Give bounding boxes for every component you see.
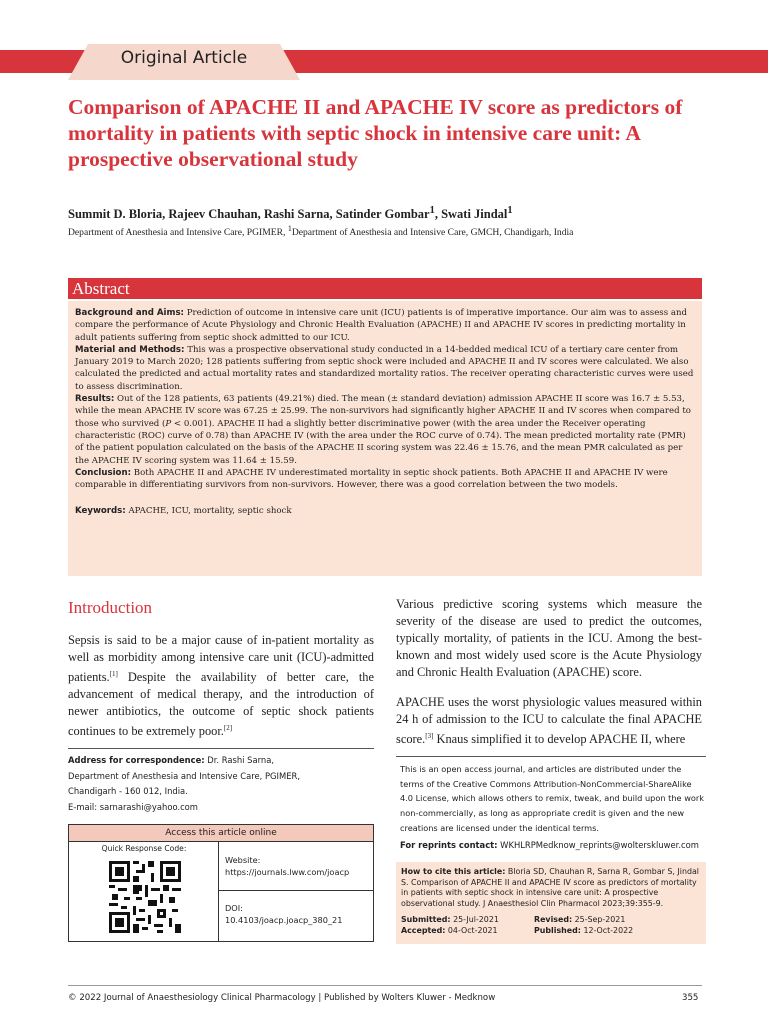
footer-copyright: © 2022 Journal of Anaesthesiology Clinical Pharmacology | Published by Wolters Kluwer - Medknow bbox=[68, 993, 496, 1003]
abstract-methods bbox=[75, 344, 695, 393]
license-divider bbox=[396, 756, 706, 757]
keywords-text: APACHE, ICU, mortality, septic shock bbox=[125, 506, 292, 517]
accepted-value: 04-Oct-2021 bbox=[445, 926, 498, 935]
doi-cell bbox=[219, 891, 373, 941]
revised-value: 25-Sep-2021 bbox=[572, 915, 626, 924]
website-cell bbox=[219, 842, 373, 891]
submitted-label: Submitted: bbox=[401, 915, 451, 924]
correspondence-line-1 bbox=[68, 753, 374, 769]
abstract-results-text-1: Out of the 128 patients, 63 patients (49.21%) died. The mean (± standard deviation) admission APACHE II score was 16.7 ± 5.53, while the mean APACHE IV score was 67.25 ± 25.99. The non-survivors had significantly higher APACHE II and IV scores when compared to those who survived ( bbox=[75, 394, 691, 429]
ref-1-link[interactable]: [1] bbox=[109, 670, 118, 678]
doi-link[interactable]: 10.4103/joacp.joacp_380_21 bbox=[225, 915, 343, 925]
ref-3-link[interactable]: [3] bbox=[425, 732, 434, 740]
keywords-label: Keywords: bbox=[75, 506, 126, 517]
published-date bbox=[534, 926, 633, 937]
page-number: 355 bbox=[682, 993, 699, 1003]
citation-label: How to cite this article: bbox=[401, 867, 506, 876]
affiliation-2: Department of Anesthesia and Intensive Care, GMCH, Chandigarh, India bbox=[291, 227, 574, 239]
access-online-box bbox=[68, 824, 374, 942]
doi-label: DOI: bbox=[225, 903, 243, 913]
intro-left-paragraph bbox=[68, 632, 374, 740]
qr-cell bbox=[69, 842, 219, 941]
author-sup: 1 bbox=[429, 205, 435, 216]
revised-label: Revised: bbox=[534, 915, 573, 924]
abstract-results-text-2: < 0.001). APACHE II had a slightly better discriminative power (with the area under the Receiver operating characteristic (ROC) curve of 0.78) than APACHE IV (with the area under the ROC curve of 0.74). The mean predicted mortality rate (PMR) of the patient population calculated on the basis of the APACHE II scoring system was 22.46 ± 15.76, and the mean PMR calculated as per the APACHE IV scoring system was 11.64 ± 15.59. bbox=[75, 418, 686, 466]
submitted-value: 25-Jul-2021 bbox=[450, 915, 499, 924]
abstract-results-label: Results: bbox=[75, 394, 115, 405]
abstract-body bbox=[68, 301, 702, 576]
author-last: , Swati Jindal bbox=[434, 207, 508, 222]
citation-text-block bbox=[401, 867, 701, 909]
correspondence-email[interactable]: E-mail: sarnarashi@yahoo.com bbox=[68, 801, 198, 812]
correspondence-block bbox=[68, 753, 374, 815]
ref-2-link[interactable]: [2] bbox=[223, 724, 233, 733]
correspondence-line-3: Chandigarh - 160 012, India. bbox=[68, 786, 188, 796]
affiliation-1: Department of Anesthesia and Intensive Care, PGIMER, bbox=[68, 227, 288, 239]
access-heading: Access this article online bbox=[69, 825, 373, 842]
submitted-date bbox=[401, 915, 499, 926]
correspondence-label: Address for correspondence: bbox=[68, 755, 205, 765]
abstract-header-bar bbox=[68, 278, 702, 299]
citation-text: Bloria SD, Chauhan R, Sarna R, Gombar S, Jindal S. Comparison of APACHE II and APACHE IV score as predictors of mortality in patients with septic shock in intensive care unit: A prospective observational study. J Anaesthesiol Clin Pharmacol 2023;39:355-9. bbox=[401, 867, 699, 908]
intro-right-text-1: APACHE uses the worst physiologic values measured within 24 h of admission to the ICU to calculate the final APACHE score. bbox=[396, 695, 702, 747]
abstract-keywords bbox=[75, 505, 695, 517]
abstract-results bbox=[75, 393, 695, 467]
website-label: Website: bbox=[225, 855, 261, 865]
published-value: 12-Oct-2022 bbox=[580, 926, 634, 935]
license-text: This is an open access journal, and articles are distributed under the terms of the Creative Commons Attribution-NonCommercial-ShareAlike 4.0 License, which allows others to remix, tweak, and build upon the work non-commercially, as long as appropriate credit is given and the new creations are licensed under the identical terms. bbox=[400, 764, 705, 833]
authors-main: Summit D. Bloria, Rajeev Chauhan, Rashi Sarna, Satinder Gombar bbox=[68, 207, 430, 222]
intro-right-paragraph-1: Various predictive scoring systems which measure the severity of the disease are used to predict the outcomes, typically mortality, of patients in the ICU. Among the best-known and most widely used score is the Acute Physiology and Chronic Health Evaluation (APACHE) score. bbox=[396, 597, 702, 679]
abstract-background-label: Background and Aims: bbox=[75, 308, 184, 318]
abstract-conclusion-label: Conclusion: bbox=[75, 467, 132, 478]
author-list bbox=[68, 205, 708, 222]
correspondence-divider bbox=[68, 748, 374, 749]
intro-right-paragraph-2 bbox=[396, 694, 702, 748]
article-title: Comparison of APACHE II and APACHE IV score as predictors of mortality in patients with septic shock in intensive care unit: A prospective observational study bbox=[68, 95, 683, 171]
abstract-background bbox=[75, 307, 695, 344]
citation-box bbox=[396, 862, 706, 944]
author-sup-2: 1 bbox=[507, 205, 513, 216]
published-label: Published: bbox=[534, 926, 581, 935]
affiliations bbox=[68, 224, 718, 238]
abstract-conclusion bbox=[75, 467, 695, 492]
reprints-email[interactable]: WKHLRPMedknow_reprints@wolterskluwer.com bbox=[497, 840, 699, 850]
abstract-methods-text: This was a prospective observational study conducted in a 14-bedded medical ICU of a tertiary care center from January 2019 to March 2020; 128 patients suffering from septic shock were included and APACHE II and IV scores were calculated. We also calculated the predicted and actual mortality rates and standardized mortality ratios. The receiver operating characteristic curves were used to assess discrimination. bbox=[75, 344, 694, 392]
affiliation-sup: 1 bbox=[287, 224, 292, 233]
reprints-line bbox=[400, 840, 710, 850]
intro-right-text-2: Knaus simplified it to develop APACHE II, where bbox=[433, 732, 686, 747]
footer-divider bbox=[68, 985, 702, 986]
abstract-heading: Abstract bbox=[72, 279, 130, 298]
introduction-heading: Introduction bbox=[68, 598, 153, 617]
qr-code-icon[interactable] bbox=[109, 860, 181, 934]
accepted-label: Accepted: bbox=[401, 926, 446, 935]
correspondence-line-2: Department of Anesthesia and Intensive Care, PGIMER, bbox=[68, 770, 300, 781]
intro-left-text-2: Despite the availability of better care, the advancement of medical therapy, and the introduction of newer antibiotics, the outcome of septic shock patients continues to be extremely poor. bbox=[68, 670, 374, 739]
abstract-methods-label: Material and Methods: bbox=[75, 344, 185, 355]
qr-label: Quick Response Code: bbox=[101, 844, 187, 853]
abstract-p-value: P bbox=[165, 418, 172, 429]
section-label: Original Article bbox=[120, 48, 248, 68]
website-link[interactable]: https://journals.lww.com/joacp bbox=[225, 867, 350, 877]
intro-left-text-1: Sepsis is said to be a major cause of in-patient mortality as well as morbidity among intensive care unit (ICU)-admitted patients. bbox=[68, 633, 374, 685]
correspondence-name: Dr. Rashi Sarna, bbox=[204, 755, 274, 765]
abstract-conclusion-text: Both APACHE II and APACHE IV underestimated mortality in septic shock patients. Both APACHE II and APACHE IV were comparable in differentiating survivors from non-survivors. However, there was a good correlation between the two models. bbox=[75, 467, 668, 491]
abstract-background-text: Prediction of outcome in intensive care unit (ICU) patients is of imperative importance. Our aim was to assess and compare the performance of Acute Physiology and Chronic Health Evaluation (APACHE) II and APACHE IV scores in predicting mortality in adult patients suffering from septic shock admitted to our ICU. bbox=[75, 308, 687, 343]
accepted-date bbox=[401, 926, 498, 937]
revised-date bbox=[534, 915, 625, 926]
reprints-label: For reprints contact: bbox=[400, 840, 498, 850]
